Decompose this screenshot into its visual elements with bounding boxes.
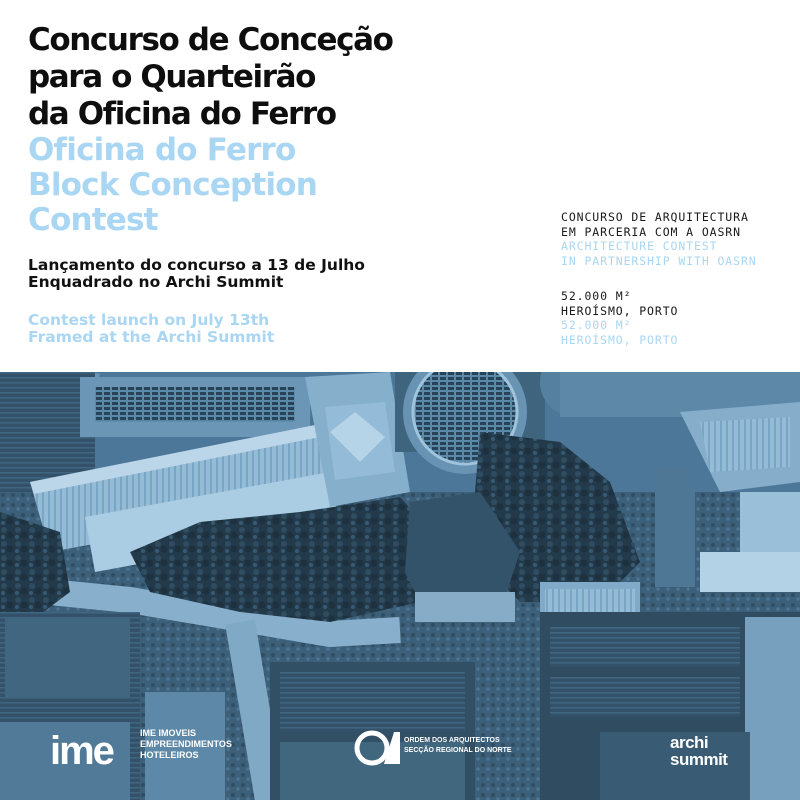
launch-pt-line: Enquadrado no Archi Summit: [28, 273, 284, 291]
title-pt-line: para o Quarteirão: [28, 59, 316, 95]
title-en-line: Block Conception: [28, 167, 318, 203]
location-pt-line: HEROÍSMO, PORTO: [561, 303, 679, 318]
launch-en-line: Contest launch on July 13th: [28, 311, 270, 329]
site-info: [561, 289, 678, 347]
title-pt-line: Concurso de Conceção: [28, 22, 393, 58]
contest-pt-line: EM PARCERIA COM A OASRN: [561, 224, 741, 239]
title-portuguese: [28, 22, 548, 133]
location-en-line: HEROÍSMO, PORTO: [561, 332, 679, 347]
archi-summit-logo: [670, 733, 728, 769]
contest-pt-line: CONCURSO DE ARQUITECTURA: [561, 210, 749, 224]
contest-info: [561, 210, 757, 268]
contest-en-line: IN PARTNERSHIP WITH OASRN: [561, 253, 757, 268]
ime-logo-line: HOTELEIROS: [140, 750, 199, 760]
launch-info-english: [28, 312, 274, 346]
summit-logo-line: summit: [670, 750, 728, 769]
launch-en-line: Framed at the Archi Summit: [28, 328, 275, 346]
area-en-line: 52.000 M²: [561, 318, 632, 332]
oa-logo-line: SECÇÃO REGIONAL DO NORTE: [404, 747, 512, 754]
title-english: [28, 133, 548, 238]
launch-info-portuguese: [28, 257, 365, 291]
ime-logo-mark: ime: [50, 729, 113, 773]
ime-logo-line: EMPREENDIMENTOS: [140, 739, 232, 749]
title-en-line: Oficina do Ferro: [28, 132, 296, 168]
area-pt-line: 52.000 M²: [561, 289, 632, 303]
archi-logo-line: archi: [670, 733, 709, 752]
ime-logo: [50, 728, 232, 773]
launch-pt-line: Lançamento do concurso a 13 de Julho: [28, 256, 365, 274]
oa-logo-line: ORDEM DOS ARQUITECTOS: [404, 737, 500, 744]
ordem-dos-arquitectos-logo: [357, 732, 512, 764]
title-en-line: Contest: [28, 202, 158, 238]
title-pt-line: da Oficina do Ferro: [28, 96, 336, 132]
oa-circle-icon: [357, 733, 387, 763]
contest-en-line: ARCHITECTURE CONTEST: [561, 239, 718, 253]
partner-logos: [0, 372, 800, 800]
ime-logo-line: IME IMOVEIS: [140, 728, 197, 738]
